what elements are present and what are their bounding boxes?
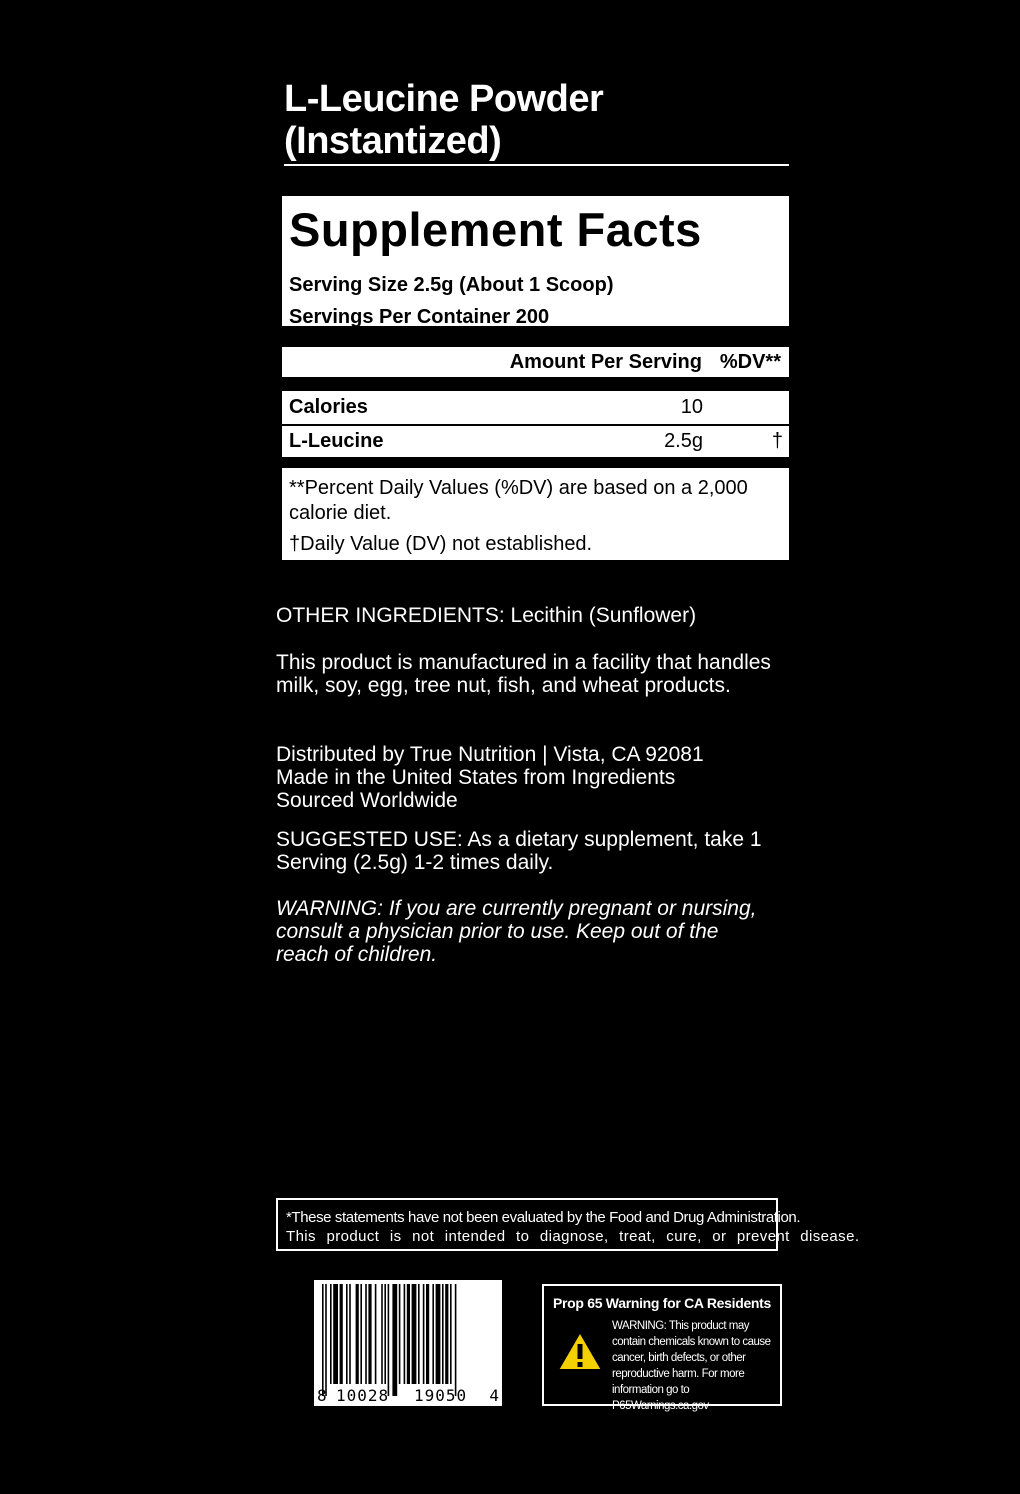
product-title (284, 78, 789, 166)
prop65-title: Prop 65 Warning for CA Residents (552, 1295, 772, 1311)
prop65-body: WARNING: This product may contain chemicals known to cause cancer, birth defects, or other reproductive harm. For more information go to P65Warnings.ca.gov (612, 1320, 771, 1412)
amount-per-serving-heading: Amount Per Serving (509, 351, 702, 373)
dagger-footnote: †Daily Value (DV) not established. (289, 533, 593, 555)
fda-line2: This product is not intended to diagnose, treat, cure, or prevent disease. (286, 1228, 860, 1245)
nutrient-name: Calories (289, 396, 368, 418)
distributor-line1: Distributed by True Nutrition | Vista, CA 92081 (276, 743, 704, 766)
distributor-line3: Sourced Worldwide (276, 789, 458, 812)
nutrient-row (282, 425, 789, 456)
supplement-facts-panel (276, 190, 790, 567)
distributor-info (276, 743, 796, 812)
barcode-digit-system: 8 (317, 1386, 327, 1405)
nutrient-row (282, 391, 789, 422)
suggested-use: SUGGESTED USE: As a dietary supplement, take 1 Serving (2.5g) 1-2 times daily. (276, 828, 762, 874)
serving-size: Serving Size 2.5g (About 1 Scoop) (289, 274, 614, 296)
product-title-line2: (Instantized) (284, 120, 502, 162)
distributor-line2: Made in the United States from Ingredients (276, 766, 676, 789)
barcode-digit-check: 4 (489, 1386, 499, 1405)
nutrient-rows (282, 391, 789, 457)
barcode-digits-right: 19050 (414, 1386, 468, 1405)
barcode-bars (314, 1280, 502, 1400)
nutrient-dv: † (771, 430, 783, 452)
facts-notes (282, 468, 789, 560)
amount-header (282, 347, 789, 377)
facts-header (282, 196, 789, 326)
facts-heading: Supplement Facts (289, 203, 702, 256)
barcode (314, 1280, 502, 1406)
nutrient-amount: 2.5g (664, 430, 703, 452)
fda-disclaimer (276, 1198, 860, 1251)
servings-per-container: Servings Per Container 200 (289, 306, 550, 328)
barcode-digits-left: 10028 (336, 1386, 390, 1405)
nutrient-amount: 10 (680, 396, 703, 418)
warning-statement: WARNING: If you are currently pregnant or nursing, consult a physician prior to use. Keep out of the reach of children. (276, 897, 757, 966)
dv-footnote: **Percent Daily Values (%DV) are based on a 2,000 calorie diet. (289, 477, 748, 524)
product-title-line1: L-Leucine Powder (284, 78, 604, 120)
warning-triangle-icon (556, 1330, 604, 1372)
nutrient-name: L-Leucine (289, 430, 384, 452)
other-ingredients: OTHER INGREDIENTS: Lecithin (Sunflower) (276, 604, 697, 627)
fda-line1: *These statements have not been evaluated by the Food and Drug Administration. (286, 1209, 801, 1226)
prop65-warning (542, 1284, 782, 1412)
allergen-statement: This product is manufactured in a facility that handles milk, soy, egg, tree nut, fish, and wheat products. (276, 651, 771, 697)
dv-heading: %DV** (719, 351, 781, 373)
barcode-digits (314, 1384, 502, 1406)
